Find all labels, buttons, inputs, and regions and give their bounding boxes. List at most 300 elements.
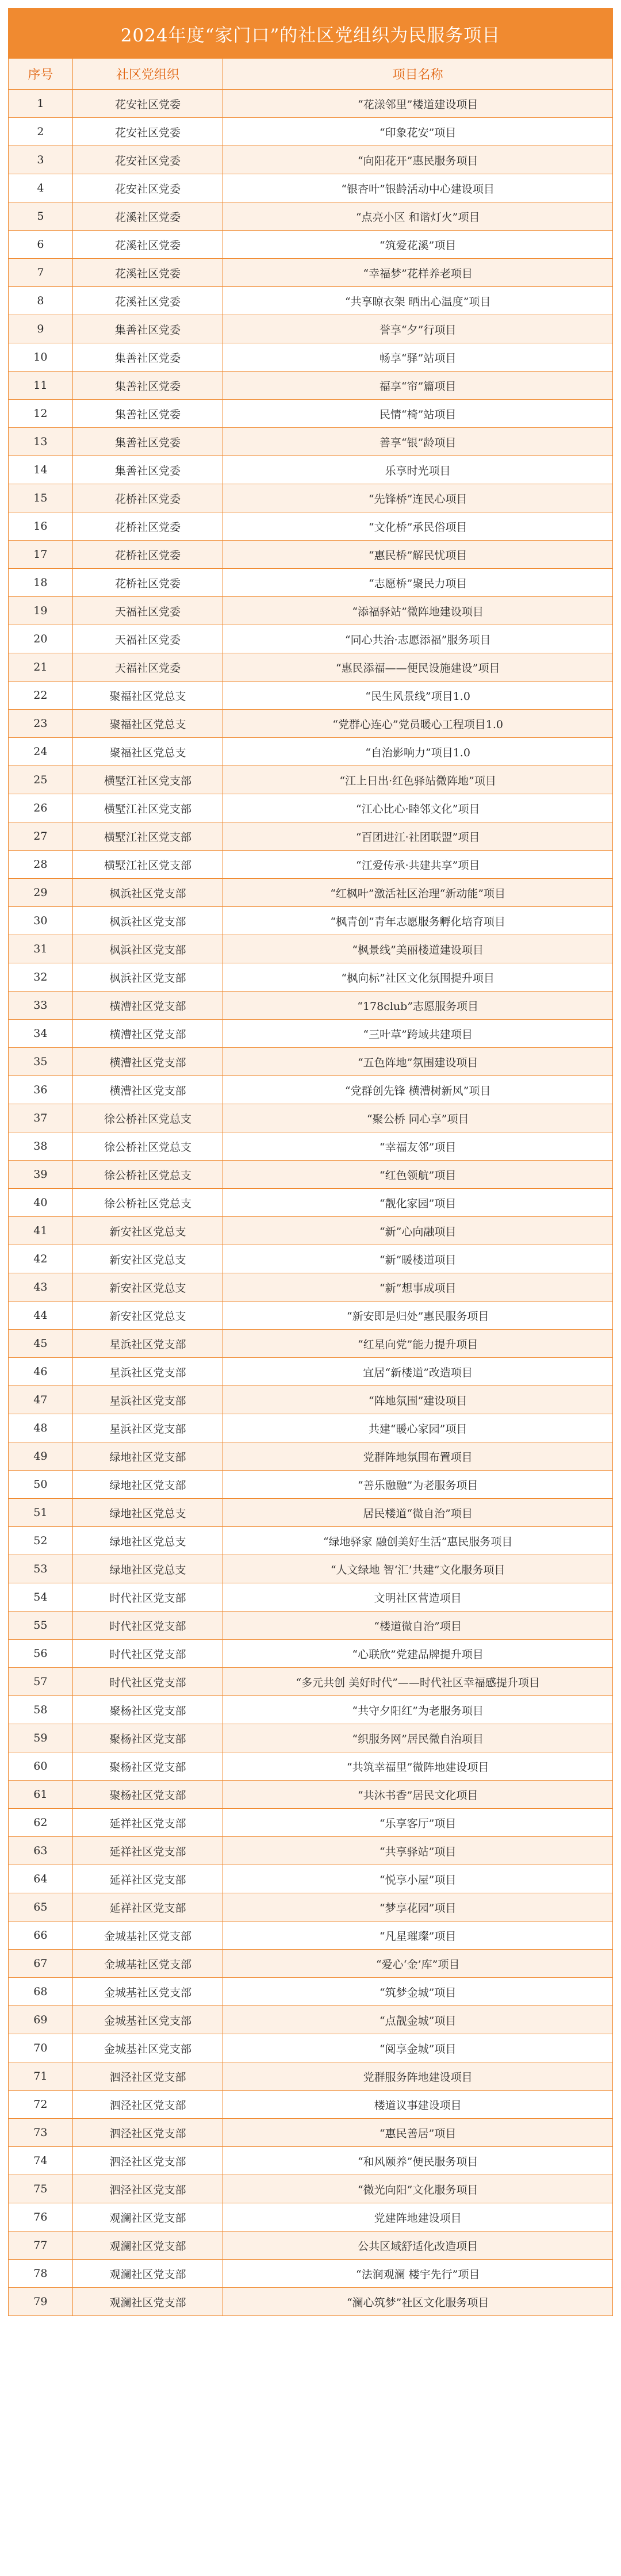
row-no: 55 — [9, 1612, 73, 1639]
table-row — [8, 1950, 613, 1978]
row-no: 72 — [9, 2091, 73, 2118]
row-org: 聚杨社区党支部 — [73, 1752, 224, 1780]
row-org: 天福社区党委 — [73, 597, 224, 625]
row-no: 21 — [9, 653, 73, 681]
table-row — [8, 851, 613, 879]
table-row — [8, 879, 613, 907]
row-org: 花溪社区党委 — [73, 259, 224, 286]
table-row — [8, 992, 613, 1020]
row-org: 泗泾社区党支部 — [73, 2147, 224, 2175]
row-name: 福享“帘”篇项目 — [379, 380, 457, 393]
row-no: 73 — [9, 2119, 73, 2146]
table-row — [8, 822, 613, 851]
table-row — [8, 653, 613, 682]
row-org: 徐公桥社区党总支 — [73, 1189, 224, 1216]
row-org: 花桥社区党委 — [73, 484, 224, 512]
row-org: 时代社区党支部 — [73, 1668, 224, 1695]
table-row — [8, 428, 613, 456]
table-row — [8, 202, 613, 231]
table-row — [8, 1499, 613, 1527]
row-name: “绿地驿家 融创美好生活”惠民服务项目 — [323, 1535, 513, 1548]
row-no: 18 — [9, 569, 73, 596]
row-org: 天福社区党委 — [73, 653, 224, 681]
row-name: “先锋桥”连民心项目 — [368, 492, 467, 506]
row-org: 泗泾社区党支部 — [73, 2119, 224, 2146]
table-row — [8, 569, 613, 597]
row-no: 34 — [9, 1020, 73, 1047]
row-org: 枫浜社区党支部 — [73, 879, 224, 906]
row-name: “新”想事成项目 — [379, 1281, 457, 1295]
row-name: 共建“暖心家园”项目 — [368, 1422, 467, 1436]
row-org: 绿地社区党支部 — [73, 1442, 224, 1470]
table-row — [8, 90, 613, 118]
row-org: 横墅江社区党支部 — [73, 766, 224, 794]
table-row — [8, 1471, 613, 1499]
row-no: 13 — [9, 428, 73, 456]
row-org: 观澜社区党支部 — [73, 2260, 224, 2287]
table-body — [8, 90, 613, 2316]
row-org: 花安社区党委 — [73, 90, 224, 117]
table-row — [8, 1696, 613, 1724]
row-name: “志愿桥”聚民力项目 — [368, 577, 467, 590]
row-name: “幸福友邻”项目 — [379, 1140, 457, 1154]
row-name: “178club”志愿服务项目 — [357, 1000, 479, 1013]
row-name: “枫青创”青年志愿服务孵化培育项目 — [330, 915, 505, 928]
row-name: “惠民桥”解民忧项目 — [368, 549, 467, 562]
page-title: 2024年度“家门口”的社区党组织为民服务项目 — [8, 8, 613, 59]
row-no: 36 — [9, 1076, 73, 1104]
table-row — [8, 1865, 613, 1893]
row-no: 62 — [9, 1809, 73, 1836]
row-no: 42 — [9, 1245, 73, 1273]
table-row — [8, 1893, 613, 1922]
row-no: 64 — [9, 1865, 73, 1893]
row-name: “多元共创 美好时代”——时代社区幸福感提升项目 — [296, 1676, 540, 1689]
row-org: 集善社区党委 — [73, 343, 224, 371]
row-name: “江心比心·睦邻文化”项目 — [355, 802, 480, 816]
table-row — [8, 1132, 613, 1161]
row-org: 横漕社区党支部 — [73, 1020, 224, 1047]
table-row — [8, 1161, 613, 1189]
row-org: 集善社区党委 — [73, 400, 224, 427]
row-name: 乐享时光项目 — [385, 464, 451, 477]
row-no: 15 — [9, 484, 73, 512]
table-row — [8, 343, 613, 372]
row-name: “同心共治·志愿添福”服务项目 — [344, 633, 491, 646]
row-no: 43 — [9, 1273, 73, 1301]
table-row — [8, 597, 613, 625]
row-org: 金城基社区党支部 — [73, 2006, 224, 2034]
table-row — [8, 935, 613, 963]
row-name: “添福驿站”微阵地建设项目 — [352, 605, 484, 618]
row-org: 横漕社区党支部 — [73, 1076, 224, 1104]
row-no: 61 — [9, 1781, 73, 1808]
row-org: 观澜社区党支部 — [73, 2231, 224, 2259]
row-no: 69 — [9, 2006, 73, 2034]
row-no: 25 — [9, 766, 73, 794]
row-no: 52 — [9, 1527, 73, 1555]
row-no: 37 — [9, 1104, 73, 1132]
row-no: 75 — [9, 2175, 73, 2203]
row-name: “共享晾衣架 晒出心温度”项目 — [344, 295, 491, 308]
row-name: “聚公桥 同心享”项目 — [366, 1112, 469, 1126]
row-name: “民生风景线”项目1.0 — [365, 690, 470, 703]
row-name: 宜居“新楼道”改造项目 — [363, 1366, 473, 1379]
row-org: 星浜社区党支部 — [73, 1414, 224, 1442]
table-row — [8, 738, 613, 766]
row-name: 文明社区营造项目 — [374, 1591, 462, 1605]
row-org: 枫浜社区党支部 — [73, 907, 224, 935]
row-name: “红枫叶”激活社区治理“新动能”项目 — [330, 887, 506, 900]
row-name: “共享驿站”项目 — [379, 1845, 457, 1858]
row-no: 3 — [9, 146, 73, 174]
row-no: 70 — [9, 2034, 73, 2062]
row-org: 延祥社区党支部 — [73, 1837, 224, 1865]
row-name: “法润观澜 楼宇先行”项目 — [355, 2268, 480, 2281]
row-no: 17 — [9, 541, 73, 568]
row-no: 45 — [9, 1330, 73, 1357]
row-org: 横漕社区党支部 — [73, 1048, 224, 1075]
row-no: 59 — [9, 1724, 73, 1752]
row-no: 67 — [9, 1950, 73, 1977]
row-org: 延祥社区党支部 — [73, 1865, 224, 1893]
row-no: 57 — [9, 1668, 73, 1695]
row-no: 1 — [9, 90, 73, 117]
row-name: 党群服务阵地建设项目 — [363, 2070, 473, 2084]
row-org: 时代社区党支部 — [73, 1583, 224, 1611]
table-row — [8, 1527, 613, 1555]
table-row — [8, 400, 613, 428]
table-row — [8, 1048, 613, 1076]
table-row — [8, 1668, 613, 1696]
table-row — [8, 1837, 613, 1865]
table-row — [8, 1386, 613, 1414]
table-row — [8, 1189, 613, 1217]
table-row — [8, 484, 613, 512]
row-org: 徐公桥社区党总支 — [73, 1104, 224, 1132]
table-row — [8, 1302, 613, 1330]
table-row — [8, 1104, 613, 1132]
row-org: 徐公桥社区党总支 — [73, 1132, 224, 1160]
row-org: 绿地社区党总支 — [73, 1527, 224, 1555]
row-org: 新安社区党总支 — [73, 1302, 224, 1329]
row-org: 时代社区党支部 — [73, 1640, 224, 1667]
table-row — [8, 1752, 613, 1781]
row-org: 花溪社区党委 — [73, 287, 224, 315]
table-row — [8, 1330, 613, 1358]
row-no: 28 — [9, 851, 73, 878]
table-row — [8, 1442, 613, 1471]
row-no: 11 — [9, 372, 73, 399]
row-name: “文化桥”承民俗项目 — [368, 520, 467, 534]
row-org: 花桥社区党委 — [73, 541, 224, 568]
row-org: 泗泾社区党支部 — [73, 2175, 224, 2203]
row-name: “红色领航”项目 — [379, 1169, 457, 1182]
row-org: 星浜社区党支部 — [73, 1330, 224, 1357]
row-name: “点亮小区 和谐灯火”项目 — [355, 210, 480, 224]
row-no: 74 — [9, 2147, 73, 2175]
table-row — [8, 963, 613, 992]
row-no: 12 — [9, 400, 73, 427]
table-row — [8, 2288, 613, 2316]
table-row — [8, 1583, 613, 1612]
row-org: 泗泾社区党支部 — [73, 2091, 224, 2118]
table-row — [8, 2006, 613, 2034]
table-row — [8, 287, 613, 315]
row-name: 公共区域舒适化改造项目 — [358, 2240, 478, 2253]
row-org: 花桥社区党委 — [73, 569, 224, 596]
row-name: “三叶草”跨域共建项目 — [363, 1028, 473, 1041]
row-no: 66 — [9, 1922, 73, 1949]
row-org: 金城基社区党支部 — [73, 1950, 224, 1977]
row-org: 新安社区党总支 — [73, 1217, 224, 1245]
row-org: 星浜社区党支部 — [73, 1358, 224, 1385]
row-name: “人文绿地 智‘汇’共建”文化服务项目 — [330, 1563, 505, 1576]
row-name: “乐享客厅”项目 — [379, 1817, 457, 1830]
row-name: “爱心‘金’库”项目 — [375, 1958, 460, 1971]
table-row — [8, 1245, 613, 1273]
row-name: “共沐书香”居民文化项目 — [357, 1789, 478, 1802]
row-no: 35 — [9, 1048, 73, 1075]
table-row — [8, 315, 613, 343]
table-row — [8, 1978, 613, 2006]
row-name: “和风颐养”便民服务项目 — [357, 2155, 478, 2168]
row-name: “靓化家园”项目 — [379, 1197, 457, 1210]
table-row — [8, 1809, 613, 1837]
row-org: 新安社区党总支 — [73, 1245, 224, 1273]
table-row — [8, 1781, 613, 1809]
row-no: 53 — [9, 1555, 73, 1583]
row-org: 横墅江社区党支部 — [73, 822, 224, 850]
table-row — [8, 2203, 613, 2231]
row-no: 16 — [9, 512, 73, 540]
row-org: 横墅江社区党支部 — [73, 794, 224, 822]
row-name: “银杏叶”银龄活动中心建设项目 — [341, 182, 494, 196]
row-name: “江上日出·红色驿站微阵地”项目 — [339, 774, 496, 787]
row-no: 23 — [9, 710, 73, 737]
row-org: 新安社区党总支 — [73, 1273, 224, 1301]
row-org: 花安社区党委 — [73, 146, 224, 174]
row-name: “惠民善居”项目 — [379, 2127, 457, 2140]
row-org: 观澜社区党支部 — [73, 2288, 224, 2315]
row-name: “梦享花园”项目 — [379, 1901, 457, 1915]
row-name: “阵地氛围”建设项目 — [368, 1394, 467, 1407]
row-name: “筑梦金城”项目 — [379, 1986, 457, 1999]
table-row — [8, 710, 613, 738]
row-org: 花安社区党委 — [73, 174, 224, 202]
row-no: 56 — [9, 1640, 73, 1667]
row-name: 畅享“驿”站项目 — [379, 351, 457, 365]
table-row — [8, 174, 613, 202]
row-org: 金城基社区党支部 — [73, 1922, 224, 1949]
row-name: “心联欣”党建品牌提升项目 — [352, 1648, 484, 1661]
row-name: “筑爱花溪”项目 — [379, 239, 457, 252]
table-row — [8, 456, 613, 484]
row-no: 24 — [9, 738, 73, 765]
table-row — [8, 2260, 613, 2288]
row-org: 集善社区党委 — [73, 315, 224, 343]
row-name: “阅享金城”项目 — [379, 2042, 457, 2056]
row-no: 76 — [9, 2203, 73, 2231]
row-name: “党群心连心”党员暖心工程项目1.0 — [332, 718, 503, 731]
table-row — [8, 682, 613, 710]
row-name: “印象花安”项目 — [379, 126, 457, 139]
table-row — [8, 2062, 613, 2091]
row-org: 聚福社区党总支 — [73, 682, 224, 709]
row-name: “五色阵地”氛围建设项目 — [357, 1056, 478, 1069]
row-no: 49 — [9, 1442, 73, 1470]
row-name: “自治影响力”项目1.0 — [365, 746, 470, 759]
row-name: “共筑幸福里”微阵地建设项目 — [346, 1760, 489, 1774]
row-no: 38 — [9, 1132, 73, 1160]
row-no: 29 — [9, 879, 73, 906]
row-no: 39 — [9, 1161, 73, 1188]
row-name: “向阳花开”惠民服务项目 — [357, 154, 478, 167]
row-org: 天福社区党委 — [73, 625, 224, 653]
row-org: 花溪社区党委 — [73, 202, 224, 230]
row-org: 泗泾社区党支部 — [73, 2062, 224, 2090]
row-name: “悦享小屋”项目 — [379, 1873, 457, 1886]
row-name: “幸福梦”花样养老项目 — [363, 267, 473, 280]
table-row — [8, 512, 613, 541]
row-no: 10 — [9, 343, 73, 371]
row-name: 民情“椅”站项目 — [379, 408, 457, 421]
row-org: 花溪社区党委 — [73, 231, 224, 258]
row-name: “新”心向融项目 — [379, 1225, 457, 1238]
row-org: 集善社区党委 — [73, 456, 224, 484]
row-name: “澜心筑梦”社区文化服务项目 — [346, 2296, 489, 2309]
row-no: 71 — [9, 2062, 73, 2090]
row-no: 4 — [9, 174, 73, 202]
row-org: 金城基社区党支部 — [73, 1978, 224, 2005]
row-org: 聚福社区党总支 — [73, 710, 224, 737]
row-org: 横墅江社区党支部 — [73, 851, 224, 878]
row-no: 78 — [9, 2260, 73, 2287]
row-no: 79 — [9, 2288, 73, 2315]
table-row — [8, 1273, 613, 1302]
row-name: 党群阵地氛围布置项目 — [363, 1450, 473, 1464]
row-name: “凡星璀璨”项目 — [379, 1930, 457, 1943]
table-row — [8, 1724, 613, 1752]
row-org: 枫浜社区党支部 — [73, 935, 224, 963]
row-no: 20 — [9, 625, 73, 653]
row-no: 41 — [9, 1217, 73, 1245]
project-table — [8, 59, 613, 2316]
row-name: “江爱传承·共建共享”项目 — [355, 859, 480, 872]
row-no: 65 — [9, 1893, 73, 1921]
row-org: 徐公桥社区党总支 — [73, 1161, 224, 1188]
row-no: 68 — [9, 1978, 73, 2005]
row-name: 党建阵地建设项目 — [374, 2211, 462, 2225]
row-org: 聚福社区党总支 — [73, 738, 224, 765]
row-no: 50 — [9, 1471, 73, 1498]
row-no: 46 — [9, 1358, 73, 1385]
row-no: 40 — [9, 1189, 73, 1216]
table-row — [8, 146, 613, 174]
table-row — [8, 259, 613, 287]
row-no: 47 — [9, 1386, 73, 1414]
row-no: 77 — [9, 2231, 73, 2259]
row-no: 22 — [9, 682, 73, 709]
row-org: 延祥社区党支部 — [73, 1893, 224, 1921]
row-org: 金城基社区党支部 — [73, 2034, 224, 2062]
table-row — [8, 625, 613, 653]
row-name: “红星向党”能力提升项目 — [357, 1338, 478, 1351]
row-org: 集善社区党委 — [73, 372, 224, 399]
row-name: 善享“银”龄项目 — [379, 436, 457, 449]
row-no: 51 — [9, 1499, 73, 1526]
table-row — [8, 2091, 613, 2119]
header-org: 社区党组织 — [73, 59, 224, 89]
table-row — [8, 2231, 613, 2260]
row-org: 枫浜社区党支部 — [73, 963, 224, 991]
table-row — [8, 2147, 613, 2175]
row-name: “花漾邻里”楼道建设项目 — [357, 98, 478, 111]
row-org: 聚杨社区党支部 — [73, 1724, 224, 1752]
row-name: “微光向阳”文化服务项目 — [357, 2183, 478, 2196]
table-row — [8, 1217, 613, 1245]
table-row — [8, 2119, 613, 2147]
row-name: “点靓金城”项目 — [379, 2014, 457, 2027]
row-no: 31 — [9, 935, 73, 963]
row-org: 绿地社区党总支 — [73, 1555, 224, 1583]
row-name: “楼道微自治”项目 — [374, 1620, 462, 1633]
row-no: 14 — [9, 456, 73, 484]
row-name: “惠民添福——便民设施建设”项目 — [335, 661, 500, 675]
row-name: 楼道议事建设项目 — [374, 2099, 462, 2112]
row-no: 6 — [9, 231, 73, 258]
row-no: 63 — [9, 1837, 73, 1865]
row-name: “新安即是归处”惠民服务项目 — [346, 1310, 489, 1323]
row-org: 聚杨社区党支部 — [73, 1696, 224, 1724]
row-no: 44 — [9, 1302, 73, 1329]
table-row — [8, 1358, 613, 1386]
table-row — [8, 541, 613, 569]
row-no: 33 — [9, 992, 73, 1019]
row-no: 58 — [9, 1696, 73, 1724]
table-row — [8, 118, 613, 146]
table-row — [8, 2034, 613, 2062]
table-header — [8, 59, 613, 90]
row-name: “织服务网”居民微自治项目 — [352, 1732, 484, 1746]
table-row — [8, 2175, 613, 2203]
row-org: 星浜社区党支部 — [73, 1386, 224, 1414]
table-row — [8, 372, 613, 400]
row-no: 60 — [9, 1752, 73, 1780]
table-row — [8, 1922, 613, 1950]
row-org: 绿地社区党支部 — [73, 1471, 224, 1498]
row-no: 48 — [9, 1414, 73, 1442]
row-name: “枫向标”社区文化氛围提升项目 — [341, 971, 494, 985]
table-row — [8, 907, 613, 935]
row-org: 集善社区党委 — [73, 428, 224, 456]
row-org: 花桥社区党委 — [73, 512, 224, 540]
table-row — [8, 1076, 613, 1104]
row-org: 延祥社区党支部 — [73, 1809, 224, 1836]
row-name: “枫景线”美丽楼道建设项目 — [352, 943, 484, 956]
table-row — [8, 1640, 613, 1668]
row-name: “党群创先锋 横漕树新风”项目 — [344, 1084, 491, 1097]
row-no: 5 — [9, 202, 73, 230]
table-row — [8, 1555, 613, 1583]
row-org: 观澜社区党支部 — [73, 2203, 224, 2231]
header-no: 序号 — [9, 59, 73, 89]
table-row — [8, 1612, 613, 1640]
row-no: 9 — [9, 315, 73, 343]
row-no: 32 — [9, 963, 73, 991]
row-no: 54 — [9, 1583, 73, 1611]
row-no: 2 — [9, 118, 73, 146]
